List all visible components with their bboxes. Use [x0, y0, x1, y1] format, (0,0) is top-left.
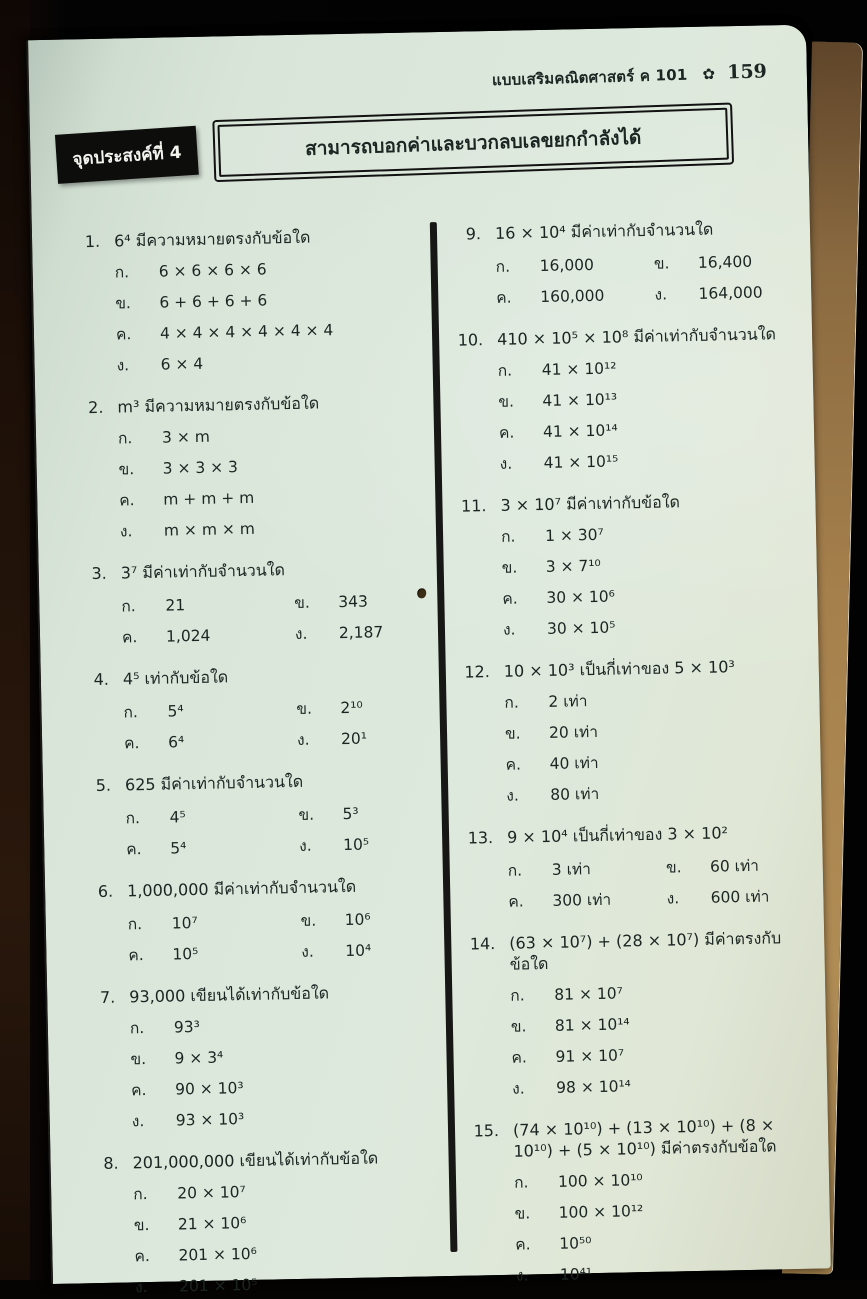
choice-row	[496, 254, 651, 277]
choice-value: 41 × 10¹⁴	[542, 421, 618, 441]
choice-row	[116, 318, 432, 344]
choice-label: ค.	[508, 892, 524, 911]
choice-label: ก.	[500, 527, 516, 546]
choice-value: 10⁵	[172, 944, 199, 964]
choice-label: ค.	[134, 1247, 150, 1266]
choice-label: ค.	[126, 840, 142, 859]
choice-value: 30 × 10⁶	[546, 587, 616, 607]
choice-row	[499, 417, 788, 443]
choice-value: 5⁴	[167, 702, 184, 721]
choice-row	[123, 699, 292, 722]
choice-list	[507, 844, 797, 912]
question-item	[464, 655, 796, 807]
question-item	[77, 390, 436, 542]
choice-value: 3 × 7¹⁰	[545, 556, 601, 576]
choice-row	[496, 285, 651, 308]
question-number: 10.	[457, 330, 484, 350]
choice-value: 60 เท่า	[709, 856, 760, 876]
choice-row	[501, 521, 790, 547]
choice-value: 81 × 10⁷	[554, 984, 624, 1004]
choice-label: ง.	[296, 730, 310, 749]
choice-label: ข.	[501, 558, 518, 577]
choice-label: ข.	[510, 1017, 527, 1036]
choice-row	[512, 1073, 801, 1099]
choice-value: 10⁶	[344, 910, 371, 930]
choice-row	[134, 1209, 450, 1235]
choice-list	[501, 521, 792, 640]
choice-row	[502, 552, 791, 578]
choice-label: ก.	[129, 1019, 145, 1038]
question-text: m³ มีความหมายตรงกับข้อใด	[117, 393, 320, 417]
choice-value: 20¹	[340, 729, 368, 749]
choice-label: ก.	[495, 257, 511, 276]
question-item	[457, 323, 789, 475]
choice-label: ค.	[119, 491, 135, 510]
choice-label: ข.	[300, 911, 317, 930]
choice-label: ง.	[294, 624, 308, 643]
page-number: 159	[726, 60, 768, 84]
question-text: 10 × 10³ เป็นกี่เท่าของ 5 × 10³	[503, 657, 735, 681]
choice-value: 3 × 3 × 3	[162, 458, 239, 478]
choice-label: ก.	[127, 915, 143, 934]
choice-row	[115, 287, 431, 313]
question-text: 16 × 10⁴ มีค่าเท่ากับจำนวนใด	[494, 219, 714, 243]
choice-value: 6 × 6 × 6 × 6	[158, 260, 267, 281]
choice-value: 10⁷	[171, 913, 198, 933]
choice-label: ข.	[653, 254, 670, 273]
choice-label: ค.	[115, 325, 132, 344]
right-question-column	[441, 213, 805, 1285]
question-columns	[58, 213, 805, 1297]
choice-row	[298, 802, 441, 825]
choice-value: 4 × 4 × 4 × 4 × 4 × 4	[159, 321, 334, 343]
question-number: 12.	[464, 662, 491, 682]
choice-label: ข.	[133, 1216, 150, 1235]
choice-label: ข.	[115, 294, 132, 313]
choice-row	[135, 1271, 451, 1297]
choice-value: 2 เท่า	[548, 692, 588, 711]
choice-value: 160,000	[540, 286, 605, 306]
choice-label: ข.	[298, 805, 315, 824]
choice-value: 16,000	[539, 255, 595, 275]
question-number: 8.	[103, 1153, 119, 1173]
choice-label: ง.	[654, 285, 668, 304]
choice-row	[295, 621, 438, 644]
question-number: 14.	[469, 934, 496, 954]
choice-label: ก.	[504, 693, 519, 712]
choice-row	[121, 593, 290, 616]
question-item	[469, 927, 801, 1100]
choice-row	[654, 251, 785, 274]
choice-label: ข.	[294, 593, 310, 612]
choice-label: ง.	[512, 1079, 525, 1098]
choice-label: ง.	[499, 454, 513, 473]
choice-value: 5⁴	[170, 839, 187, 858]
choice-value: m × m × m	[163, 519, 256, 540]
choice-value: 3 เท่า	[551, 860, 592, 879]
choice-list	[115, 256, 433, 375]
choice-label: ง.	[666, 889, 680, 908]
choice-row	[508, 889, 663, 912]
choice-label: ง.	[116, 356, 130, 375]
choice-row	[508, 858, 663, 881]
choice-value: 6 + 6 + 6 + 6	[159, 291, 268, 312]
choice-row	[666, 855, 797, 878]
choice-label: ค.	[121, 628, 138, 647]
question-item	[85, 768, 443, 860]
choice-list	[127, 897, 444, 965]
choice-label: ง.	[119, 522, 133, 541]
objective-label-box: จุดประสงค์ที่ 4	[55, 126, 199, 184]
choice-label: ง.	[506, 786, 520, 805]
choice-row	[505, 749, 794, 775]
choice-value: 20 × 10⁷	[177, 1183, 246, 1203]
choice-value: 2¹⁰	[340, 698, 363, 718]
choice-label: ก.	[497, 361, 513, 380]
choice-value: 201 × 10⁶	[178, 1244, 258, 1265]
question-text: 4⁵ เท่ากับข้อใด	[122, 667, 229, 689]
choice-label: ข.	[296, 699, 313, 718]
choice-row	[515, 1229, 804, 1255]
choice-row	[118, 453, 434, 479]
choice-value: 201 × 10⁵	[178, 1275, 258, 1296]
choice-value: 100 × 10¹⁰	[557, 1171, 643, 1191]
choice-row	[294, 590, 437, 613]
choice-value: 91 × 10⁷	[555, 1046, 625, 1066]
choice-value: 21	[165, 596, 186, 615]
choice-value: 16,400	[697, 252, 753, 272]
choice-value: m + m + m	[163, 488, 255, 509]
question-item	[81, 556, 439, 648]
choice-row	[511, 1042, 800, 1068]
choice-label: ค.	[496, 288, 512, 307]
choice-label: ข.	[118, 460, 135, 479]
choice-row	[504, 687, 793, 713]
choice-row	[498, 355, 787, 381]
choice-value: 41 × 10¹²	[541, 359, 617, 379]
choice-row	[514, 1167, 803, 1193]
choice-label: ก.	[117, 429, 133, 448]
choice-row	[130, 1043, 446, 1069]
question-number: 1.	[84, 231, 101, 252]
choice-row	[498, 386, 787, 412]
question-number: 11.	[460, 496, 487, 516]
choice-row	[126, 836, 295, 859]
question-item	[89, 980, 448, 1132]
question-item	[83, 662, 441, 754]
question-number: 4.	[93, 669, 110, 690]
choice-label: ก.	[507, 861, 523, 880]
choice-list	[121, 579, 438, 647]
choice-label: ค.	[505, 755, 522, 774]
choice-list	[130, 1012, 448, 1131]
choice-list	[510, 980, 801, 1099]
choice-label: ข.	[498, 392, 515, 411]
choice-label: ก.	[114, 263, 130, 282]
choice-label: ง.	[131, 1112, 145, 1131]
choice-value: 10⁴	[345, 941, 372, 961]
choice-label: ง.	[298, 836, 312, 855]
choice-value: 600 เท่า	[710, 887, 770, 907]
choice-row	[120, 515, 436, 541]
choice-label: ก.	[133, 1185, 148, 1204]
question-number: 6.	[97, 881, 114, 901]
choice-value: 30 × 10⁵	[546, 618, 616, 638]
choice-label: ง.	[301, 942, 314, 961]
choice-list	[498, 355, 789, 474]
choice-list	[495, 240, 785, 308]
choice-row	[300, 908, 443, 931]
choice-label: ข.	[504, 724, 521, 743]
choice-row	[131, 1074, 447, 1100]
question-text: 93,000 เขียนได้เท่ากับข้อใด	[129, 983, 330, 1007]
choice-row	[134, 1240, 450, 1266]
choice-row	[502, 583, 791, 609]
question-item	[460, 489, 792, 641]
choice-value: 300 เท่า	[552, 890, 612, 910]
flower-icon: ✿	[702, 64, 716, 84]
choice-label: ค.	[130, 1081, 147, 1100]
choice-value: 10⁴¹	[559, 1265, 593, 1284]
choice-label: ก.	[513, 1173, 529, 1192]
choice-row	[128, 911, 297, 934]
choice-label: ง.	[134, 1278, 148, 1297]
choice-row	[122, 624, 291, 647]
choice-value: 93³	[173, 1017, 201, 1037]
choice-row	[505, 718, 794, 744]
question-text: 3⁷ มีค่าเท่ากับจำนวนใด	[120, 560, 286, 583]
choice-value: 4⁵	[169, 808, 186, 827]
choice-value: 343	[338, 592, 369, 612]
choice-value: 93 × 10³	[175, 1110, 245, 1130]
question-number: 9.	[465, 224, 482, 244]
choice-value: 5³	[342, 804, 359, 824]
question-text: 1,000,000 มีค่าเท่ากับจำนวนใด	[126, 876, 357, 901]
choice-row	[511, 1011, 800, 1037]
question-item	[87, 874, 445, 966]
question-number: 13.	[467, 828, 494, 848]
choice-row	[125, 805, 294, 828]
choice-row	[118, 422, 434, 448]
question-number: 2.	[87, 397, 104, 418]
question-number: 5.	[95, 775, 112, 796]
question-item	[92, 1146, 451, 1298]
question-text: 625 มีค่าเท่ากับจำนวนใด	[124, 771, 304, 795]
question-text: 201,000,000 เขียนได้เท่ากับข้อใด	[132, 1148, 379, 1173]
choice-row	[128, 942, 297, 965]
choice-row	[516, 1260, 805, 1286]
choice-row	[503, 614, 792, 640]
choice-value: 41 × 10¹³	[542, 390, 618, 410]
question-text: 3 × 10⁷ มีค่าเท่ากับข้อใด	[500, 492, 681, 515]
choice-label: ก.	[123, 703, 139, 722]
choice-value: 2,187	[338, 623, 384, 643]
choice-row	[115, 256, 431, 282]
choice-label: ข.	[665, 858, 682, 877]
choice-row	[116, 349, 432, 375]
choice-label: ค.	[498, 423, 515, 442]
question-item	[455, 217, 786, 309]
question-text: (63 × 10⁷) + (28 × 10⁷) มีค่าตรงกับข้อใด	[509, 928, 782, 974]
choice-label: ข.	[130, 1050, 147, 1069]
choice-value: 41 × 10¹⁵	[543, 452, 619, 472]
question-item	[74, 224, 433, 376]
choice-value: 20 เท่า	[548, 722, 599, 742]
question-number: 15.	[473, 1120, 500, 1141]
choice-value: 1,024	[165, 626, 211, 646]
choice-row	[301, 939, 444, 962]
choice-value: 21 × 10⁶	[177, 1214, 247, 1234]
choice-row	[299, 833, 442, 856]
choice-row	[510, 980, 799, 1006]
choice-list	[504, 687, 795, 806]
choice-value: 10⁵	[342, 835, 370, 855]
choice-row	[297, 727, 440, 750]
choice-label: ง.	[515, 1266, 529, 1285]
book-spine	[0, 0, 30, 1280]
choice-value: 6 × 4	[160, 354, 204, 374]
choice-row	[132, 1105, 448, 1131]
choice-value: 10⁵⁰	[559, 1234, 592, 1253]
choice-label: ง.	[502, 620, 516, 639]
choice-row	[119, 484, 435, 510]
choice-row	[130, 1012, 446, 1038]
choice-list	[514, 1167, 805, 1286]
choice-label: ค.	[502, 589, 518, 608]
choice-list	[123, 685, 440, 753]
choice-row	[499, 448, 788, 474]
choice-label: ก.	[121, 597, 136, 616]
choice-value: 6⁴	[168, 733, 185, 752]
choice-value: 1 × 30⁷	[544, 525, 604, 545]
choice-value: 40 เท่า	[549, 753, 599, 773]
choice-list	[118, 422, 436, 541]
question-text: 410 × 10⁵ × 10⁸ มีค่าเท่ากับจำนวนใด	[496, 324, 777, 349]
choice-label: ค.	[128, 946, 144, 965]
choice-value: 164,000	[698, 283, 763, 303]
choice-label: ก.	[125, 809, 141, 828]
choice-label: ก.	[510, 986, 525, 1005]
choice-label: ค.	[511, 1048, 528, 1067]
objective-title: สามารถบอกค่าและบวกลบเลขยกกำลังได้	[218, 108, 729, 177]
question-text: (74 × 10¹⁰) + (13 × 10¹⁰) + (8 × 10¹⁰) + (5 × 10¹⁰) มีค่าตรงกับข้อใด	[512, 1115, 777, 1161]
question-number: 7.	[99, 987, 116, 1007]
choice-row	[666, 886, 797, 909]
header-book-title: แบบเสริมคณิตศาสตร์ ค 101	[491, 65, 688, 90]
choice-value: 9 × 3⁴	[174, 1048, 224, 1068]
choice-value: 100 × 10¹²	[558, 1202, 644, 1222]
choice-row	[654, 282, 785, 305]
choice-row	[506, 780, 795, 806]
question-item	[473, 1114, 805, 1287]
objective-title-box	[212, 102, 734, 182]
choice-row	[296, 696, 439, 719]
question-item	[467, 821, 798, 913]
question-text: 9 × 10⁴ เป็นกี่เท่าของ 3 × 10²	[506, 823, 729, 847]
choice-value: 98 × 10¹⁴	[556, 1077, 632, 1097]
choice-list	[133, 1178, 451, 1297]
choice-label: ค.	[515, 1235, 531, 1254]
left-question-column	[58, 220, 451, 1297]
choice-value: 90 × 10³	[174, 1079, 244, 1099]
choice-row	[124, 730, 293, 753]
choice-list	[125, 791, 442, 859]
choice-label: ข.	[514, 1204, 531, 1223]
choice-value: 80 เท่า	[550, 784, 600, 804]
choice-row	[133, 1178, 449, 1204]
question-text: 6⁴ มีความหมายตรงกับข้อใด	[113, 227, 311, 251]
question-number: 3.	[91, 563, 107, 584]
objective-row	[56, 103, 784, 214]
textbook-page	[26, 25, 831, 1297]
choice-row	[515, 1198, 804, 1224]
choice-value: 3 × m	[161, 427, 211, 447]
choice-value: 81 × 10¹⁴	[554, 1015, 630, 1035]
choice-label: ค.	[124, 734, 140, 753]
